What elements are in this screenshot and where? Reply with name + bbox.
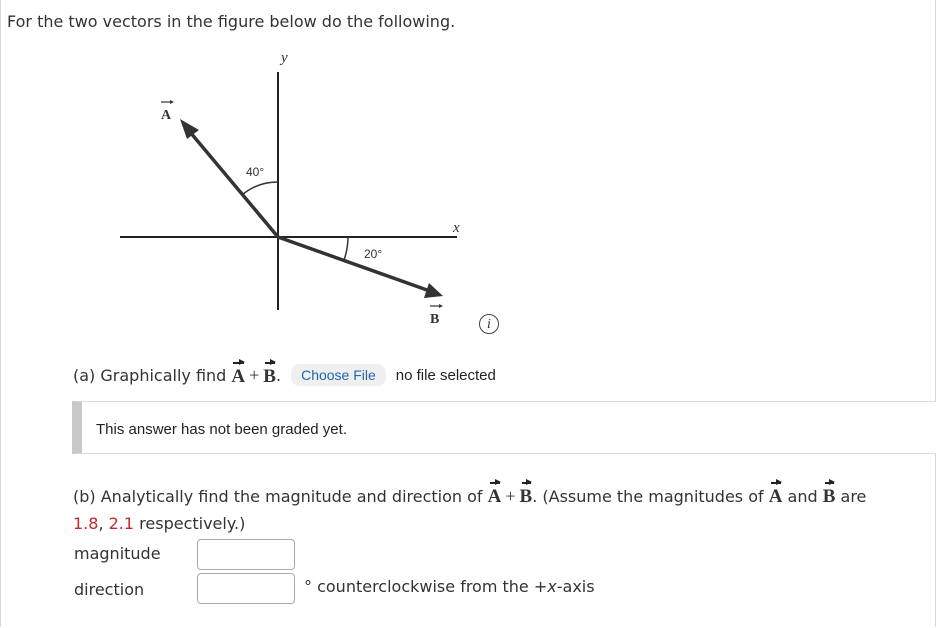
magnitude-input[interactable] [197,539,295,570]
part-b-text2: . (Assume the magnitudes of [532,487,769,506]
direction-label: direction [74,580,145,599]
vector-b-symbol-c: B [822,486,836,507]
magnitude-b-value: 2.1 [108,514,135,533]
vector-a-line [190,132,278,237]
plus-sign-b: + [505,486,516,506]
vector-b-label: B [430,312,440,327]
direction-unit [304,577,595,596]
vector-a-symbol-c: A [768,486,783,507]
angle-a-arc [242,182,278,195]
part-b-text1: (b) Analytically find the magnitude and direction of [73,487,488,506]
vector-a-arrowhead [180,119,199,139]
choose-file-button[interactable]: Choose File [291,364,386,386]
vector-a-symbol: A [231,366,246,387]
vector-b-arrowhead [424,283,443,298]
direction-input[interactable] [197,573,295,604]
part-b-question [73,483,928,537]
y-axis-label: y [281,50,288,66]
angle-a-label: 40° [246,165,265,179]
graded-notice-text: This answer has not been graded yet. [96,421,347,438]
vector-b-symbol: B [263,366,276,387]
part-a-suffix: . [275,365,282,385]
part-a-row [73,364,496,386]
magnitude-a-value: 1.8 [73,514,99,533]
part-b-text4: are [835,487,867,506]
magnitude-label: magnitude [74,544,161,563]
part-b-text5: respectively.) [134,514,246,533]
vector-b-line [278,237,427,290]
question-intro: For the two vectors in the figure below do the following. [7,12,456,31]
vector-a-symbol-b: A [487,486,502,507]
graded-notice-box [72,401,936,454]
value-separator: , [98,514,109,533]
direction-unit-var: x [547,577,557,596]
part-a-prefix: (a) Graphically find [73,365,232,385]
direction-unit-text1: counterclockwise from the + [312,577,548,596]
x-axis-label: x [453,220,460,236]
plus-sign: + [249,364,260,385]
vector-figure [115,40,475,330]
file-status: no file selected [395,366,496,384]
part-b-text3: and [782,487,823,506]
angle-b-arc [344,237,348,260]
angle-b-label: 20° [364,247,383,261]
degree-symbol: ° [304,577,312,596]
vector-a-label: A [161,108,172,123]
info-icon[interactable]: i [479,314,499,334]
vector-b-symbol-b: B [519,486,533,507]
direction-unit-text2: -axis [556,577,595,596]
